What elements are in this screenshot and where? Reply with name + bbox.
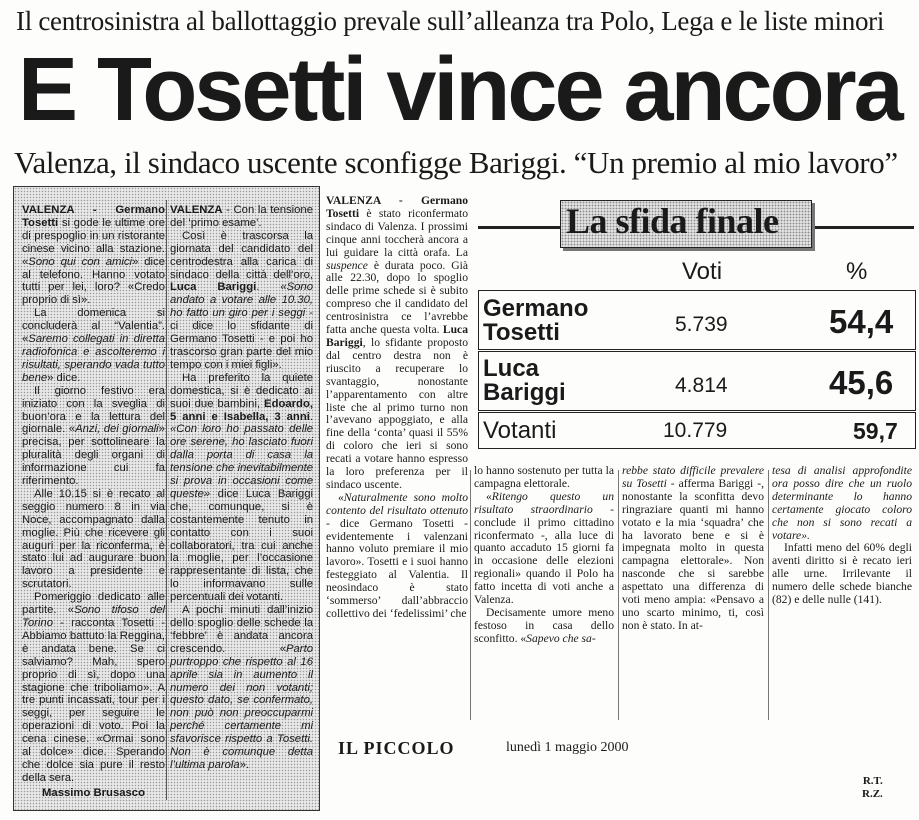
paragraph: A pochi minuti dall’inizio dello spoglio delle schede la ‘febbre’ è andata ancora crescendo. «Parto purtroppo che rispetto al 16 aprile sia in aumento il numero dei non votanti; questo dato, se confermato, non può non preoccuparmi perché certamente mi sfavorisce rispetto a Tosetti. Non è comunque detta l’ultima parola».	[170, 604, 313, 771]
sidebar-column-divider	[166, 200, 167, 800]
article-column-3	[622, 465, 764, 633]
paragraph: lo hanno sostenuto per tutta la campagna elettorale.	[474, 464, 614, 490]
candidate-percent: 45,6	[829, 364, 894, 401]
paragraph: VALENZA - Germano Tosetti si gode le ultime ore di prespoglio in un ristorante cinese vicino alla stazione. «Sono qui con amici» dice al telefono. Hanno votato tutti per lei, loro? «Credo proprio di sì».	[22, 204, 165, 307]
sidebar-column-bariggi	[170, 204, 313, 772]
paragraph: Pomeriggio dedicato alle partite. «Sono tifoso del Torino - racconta Tosetti - Abbiamo battuto la Reggina, è andata bene. Se ci salviamo? Mah, spero proprio di sì, dopo una stagione che triboliamo». A tre punti incassati, tour per i seggi, per seguire le operazioni di voto. Poi la cena cinese. «Ormai sono al dolce» dice. Sperando che dolce sia pure il resto della sera.	[22, 591, 165, 784]
paragraph: Infatti meno del 60% degli aventi diritto si è recato ieri alle urne. Irrilevante il numero delle schede bianche (82) e delle nulle (141).	[772, 541, 912, 607]
column-divider	[470, 470, 471, 720]
paragraph: VALENZA - Con la tensione del ‘primo esame’.	[170, 204, 313, 229]
paragraph: tesa di analisi approfondite ora posso dire che un ruolo determinante lo hanno certamente giocato coloro che non si sono recati a votare».	[772, 464, 912, 542]
newspaper-masthead: IL PICCOLO	[338, 738, 455, 758]
headline: E Tosetti vince ancora	[18, 40, 901, 140]
turnout-percent: 59,7	[853, 418, 898, 444]
turnout-label: Votanti	[483, 417, 557, 444]
sidebar-column-tosetti	[22, 204, 165, 800]
turnout-row	[478, 412, 916, 449]
candidate-votes: 4.814	[675, 374, 728, 397]
turnout-votes: 10.779	[663, 419, 728, 442]
paragraph: «Ritengo questo un risultato straordinario - conclude il primo cittadino riconfermato -, alla luce di quanto accaduto 15 giorni fa in occasione delle elezioni regionali» quando il Polo ha fatto incetta di voti anche a Valenza.	[474, 489, 614, 607]
paragraph: Così è trascorsa la giornata del candidato del centrodestra alla carica di sindaco della città dell’oro, Luca Bariggi. «Sono andato a votare alle 10.30, ho fatto un giro per i seggi - ci dice lo sfidante di Germano Tosetti - e poi ho trascorso gran parte del mio tempo con i miei figli».	[170, 229, 313, 371]
byline: Massimo Brusasco	[42, 786, 145, 799]
paragraph: VALENZA - Germano Tosetti è stato riconfermato sindaco di Valenza. I prossimi cinque anni toccherà ancora a lui guidare la città orafa. La suspence è durata poco. Già alle 22.30, dopo lo spoglio delle prime schede si è subito compreso che il candidato del centrosinistra ce l’avrebbe fatta anche questa volta. Luca Bariggi, lo sfidante proposto dal centro destra non è riuscito a recuperare lo svantaggio, nonostante l’apparentamento con altre liste che al primo turno non l’avevano appoggiato, e alla fine della ‘conta’ quasi il 55% di coloro che ieri si sono recati a votare hanno espresso la loro preferenza per il sindaco uscente.	[326, 194, 468, 491]
paragraph: Ha preferito la quiete domestica, si è dedicato ai suoi due bambini, Edoardo, 5 anni e Isabella, 3 anni. «Con loro ho passato delle ore serene, ho lasciato fuori dalla porta di casa la tensione che inevitabilmente si prova in occasioni come queste» dice Luca Bariggi che, comunque, si è costantemente tenuto in contatto con i suoi collaboratori, tra cui anche la moglie, per l’occasione rappresentante di lista, che lo informavano sulle percentuali dei votanti.	[170, 371, 313, 604]
article-column-2	[474, 465, 614, 646]
result-row-tosetti	[478, 290, 916, 350]
paragraph: La domenica si concluderà al “Valentia”. «Saremo collegati in diretta radiofonica e ascolteremo i risultati, sperando vada tutto bene» dice.	[22, 307, 165, 384]
votes-column-header: Voti	[682, 258, 723, 285]
candidate-votes: 5.739	[675, 313, 728, 336]
column-divider	[768, 470, 769, 720]
result-row-bariggi	[478, 351, 916, 411]
candidate-name: Germano Tosetti	[483, 295, 589, 346]
percent-column-header: %	[846, 258, 868, 285]
table-rule	[478, 226, 560, 229]
paragraph: «Naturalmente sono molto contento del risultato ottenuto - dice Germano Tosetti - evidentemente i valenzani hanno voluto premiare il mio lavoro». Tosetti e i suoi hanno festeggiato al Valentia. Il neosindaco è stato ‘sommerso’ dall’abbraccio collettivo dei ‘fedelissimi’ che	[326, 490, 468, 620]
paragraph: Il giorno festivo era iniziato con la sveglia di buon’ora e la lettura del giornale. «Anzi, dei giornali» precisa, per sottolineare la pluralità degli organi di informazione cui fa riferimento.	[22, 384, 165, 488]
paragraph: Alle 10.15 si è recato al seggio numero 8 in via Noce, accompagnato dalla moglie. Più che ricevere gli auguri per la riconferma, è stato lui ad augurare buon lavoro a presidente e scrutatori.	[22, 487, 165, 591]
table-rule	[812, 226, 914, 229]
publication-date: lunedì 1 maggio 2000	[506, 740, 629, 755]
results-title: La sfida finale	[566, 201, 779, 241]
paragraph: rebbe stato difficile prevalere su Tosetti - afferma Bariggi -, nonostante la sconfitta devo ringraziare quanti mi hanno votato e la mia ‘squadra’ che ha lavorato bene e si è impegnata molto in questa campagna elettorale». Non nasconde che si sarebbe aspettato una differenza di voti meno ampia: «Pensavo a uno scarto minimo, ti, così non è stato. In at-	[622, 464, 764, 632]
paragraph: Decisamente umore meno festoso in casa dello sconfitto. «Sapevo che sa-	[474, 605, 614, 645]
candidate-percent: 54,4	[829, 303, 894, 340]
article-column-1	[326, 195, 468, 621]
subhead: Valenza, il sindaco uscente sconfigge Bariggi. “Un premio al mio lavoro”	[14, 145, 898, 180]
column-divider	[618, 470, 619, 720]
candidate-name: Luca Bariggi	[483, 355, 566, 406]
kicker: Il centrosinistra al ballottaggio prevale sull’alleanza tra Polo, Lega e le liste minori	[16, 6, 885, 36]
article-column-4	[772, 465, 912, 607]
author-initials: R.T. R.Z.	[862, 775, 883, 800]
